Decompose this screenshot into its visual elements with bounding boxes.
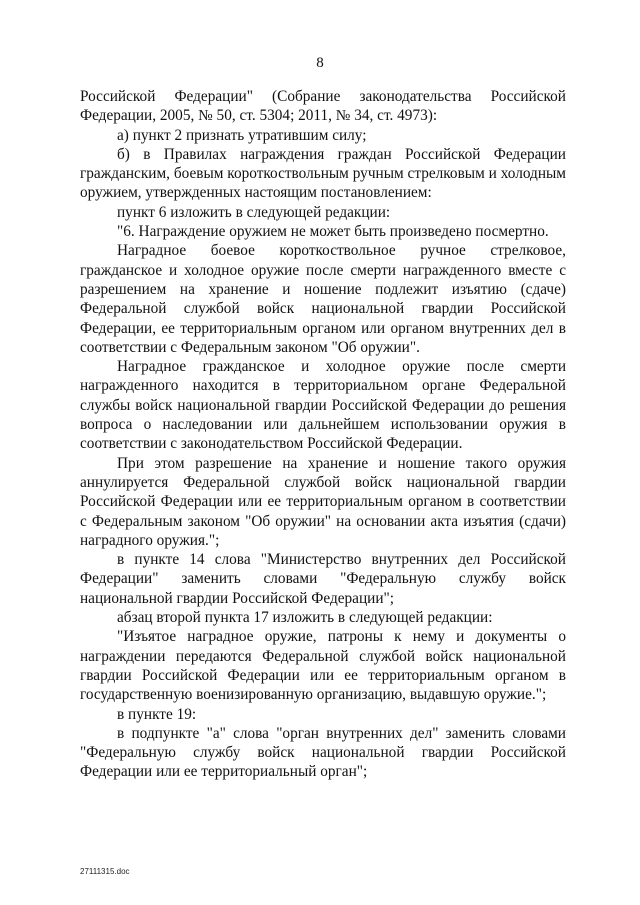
paragraph: пункт 6 изложить в следующей редакции: xyxy=(117,203,391,221)
paragraph: Российской Федерации" (Собрание законодательства Российской Федерации, 2005, № 50, ст. 5304; 2011, № 34, ст. 4973): xyxy=(80,88,566,125)
document-body xyxy=(80,87,566,782)
paragraph: в подпункте "а" слова "орган внутренних дел" заменить словами "Федеральную службу войск национальной гвардии Российской Федерации или ее территориальный орган"; xyxy=(80,724,566,781)
paragraph: "6. Награждение оружием не может быть произведено посмертно. xyxy=(117,223,549,241)
paragraph: абзац второй пункта 17 изложить в следующей редакции: xyxy=(117,609,493,627)
paragraph: а) пункт 2 признать утратившим силу; xyxy=(117,126,367,144)
footer-filename: 27111315.doc xyxy=(80,867,130,876)
paragraph: Наградное гражданское и холодное оружие после смерти награжденного находится в территориальном органе Федеральной службы войск национальной гвардии Российской Федерации до решения вопроса о наследовании или дальнейшем использовании оружия в соответствии с законодательством Российской Федерации. xyxy=(80,358,566,453)
paragraph: в пункте 14 слова "Министерство внутренних дел Российской Федерации" заменить словами "Федеральную службу войск национальной гвардии Российской Федерации"; xyxy=(80,551,566,607)
paragraph: "Изъятое наградное оружие, патроны к нему и документы о награждении передаются Федеральной службой войск национальной гвардии Российской Федерации или ее территориальным органом в государственную военизированную организацию, выдавшую оружие."; xyxy=(80,628,566,704)
paragraph: При этом разрешение на хранение и ношение такого оружия аннулируется Федеральной службой войск национальной гвардии Российской Федерации или ее территориальным органом в соответствии с Федеральным законом "Об оружии" на основании акта изъятия (сдачи) наградного оружия."; xyxy=(80,454,566,549)
paragraph: б) в Правилах награждения граждан Российской Федерации гражданским, боевым короткоствольным ручным стрелковым и холодным оружием, утвержденных настоящим постановлением: xyxy=(80,145,566,202)
page-number: 8 xyxy=(316,55,324,71)
paragraph: Наградное боевое короткоствольное ручное стрелковое, гражданское и холодное оружие после смерти награжденного вместе с разрешением на хранение и ношение подлежит изъятию (сдаче) Федеральной службой войск национальной гвардии Российской Федерации, ее территориальным органом или органом внутренних дел в соответствии с Федеральным законом "Об оружии". xyxy=(80,242,566,356)
paragraph: в пункте 19: xyxy=(117,705,197,723)
